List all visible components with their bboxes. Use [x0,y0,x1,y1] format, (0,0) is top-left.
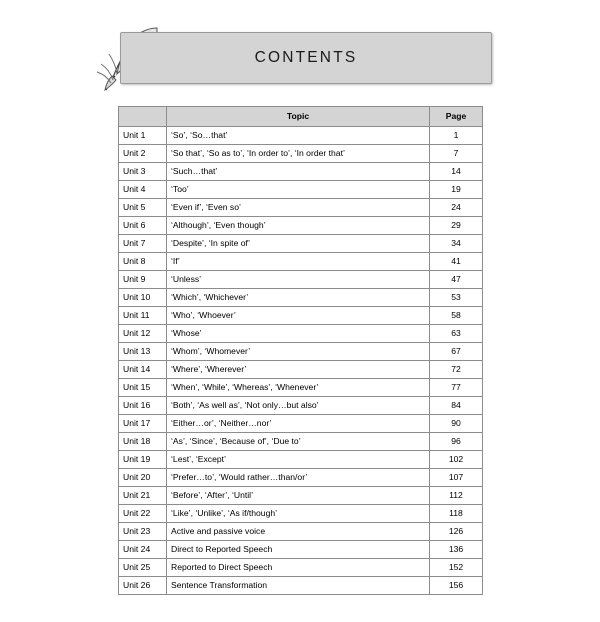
row-topic: ‘As’, ‘Since’, ‘Because of’, ‘Due to’ [167,433,430,451]
table-row [119,523,483,541]
row-topic: ‘Which’, ‘Whichever’ [167,289,430,307]
row-unit: Unit 22 [119,505,167,523]
row-unit: Unit 4 [119,181,167,199]
row-page: 107 [430,469,483,487]
row-unit: Unit 2 [119,145,167,163]
table-row [119,325,483,343]
row-topic: ‘Too’ [167,181,430,199]
contents-banner [120,32,492,84]
row-page: 19 [430,181,483,199]
row-page: 47 [430,271,483,289]
table-header-row [119,107,483,127]
column-header-topic: Topic [167,107,430,127]
row-unit: Unit 21 [119,487,167,505]
row-topic: ‘Like’, ‘Unlike’, ‘As if/though’ [167,505,430,523]
row-topic: ‘Both’, ‘As well as’, ‘Not only…but also’ [167,397,430,415]
table-row [119,541,483,559]
row-page: 34 [430,235,483,253]
row-unit: Unit 17 [119,415,167,433]
row-topic: Active and passive voice [167,523,430,541]
row-page: 96 [430,433,483,451]
row-page: 67 [430,343,483,361]
row-unit: Unit 7 [119,235,167,253]
table-row [119,397,483,415]
row-topic: Reported to Direct Speech [167,559,430,577]
row-topic: Sentence Transformation [167,577,430,595]
table-row [119,127,483,145]
table-row [119,307,483,325]
table-row [119,145,483,163]
column-header-unit [119,107,167,127]
row-unit: Unit 12 [119,325,167,343]
row-page: 14 [430,163,483,181]
row-topic: ‘Lest’, ‘Except’ [167,451,430,469]
row-unit: Unit 23 [119,523,167,541]
table-row [119,271,483,289]
row-unit: Unit 1 [119,127,167,145]
row-unit: Unit 3 [119,163,167,181]
row-unit: Unit 8 [119,253,167,271]
row-unit: Unit 18 [119,433,167,451]
contents-table-body [119,127,483,595]
contents-page [0,22,600,622]
column-header-page: Page [430,107,483,127]
page-title: CONTENTS [254,49,358,66]
table-row [119,235,483,253]
row-page: 58 [430,307,483,325]
row-topic: ‘Where’, ‘Wherever’ [167,361,430,379]
row-unit: Unit 16 [119,397,167,415]
row-unit: Unit 15 [119,379,167,397]
row-page: 72 [430,361,483,379]
contents-table-wrapper [118,106,482,595]
row-unit: Unit 19 [119,451,167,469]
table-row [119,487,483,505]
table-row [119,289,483,307]
row-unit: Unit 14 [119,361,167,379]
row-unit: Unit 26 [119,577,167,595]
row-unit: Unit 6 [119,217,167,235]
table-row [119,181,483,199]
row-topic: ‘If’ [167,253,430,271]
row-page: 1 [430,127,483,145]
table-row [119,343,483,361]
row-topic: ‘Although’, ‘Even though’ [167,217,430,235]
row-topic: Direct to Reported Speech [167,541,430,559]
page-header [0,22,600,92]
row-unit: Unit 25 [119,559,167,577]
row-unit: Unit 13 [119,343,167,361]
row-page: 118 [430,505,483,523]
table-row [119,469,483,487]
row-topic: ‘Who’, ‘Whoever’ [167,307,430,325]
row-page: 84 [430,397,483,415]
row-topic: ‘Whose’ [167,325,430,343]
row-topic: ‘Either…or’, ‘Neither…nor’ [167,415,430,433]
row-topic: ‘Unless’ [167,271,430,289]
table-row [119,415,483,433]
row-page: 29 [430,217,483,235]
row-unit: Unit 10 [119,289,167,307]
table-row [119,577,483,595]
row-page: 7 [430,145,483,163]
row-page: 63 [430,325,483,343]
row-topic: ‘So that’, ‘So as to’, ‘In order to’, ‘In order that’ [167,145,430,163]
table-row [119,433,483,451]
table-row [119,559,483,577]
row-topic: ‘Whom’, ‘Whomever’ [167,343,430,361]
row-unit: Unit 9 [119,271,167,289]
row-topic: ‘Such…that’ [167,163,430,181]
row-page: 41 [430,253,483,271]
row-page: 53 [430,289,483,307]
row-topic: ‘When’, ‘While’, ‘Whereas’, ‘Whenever’ [167,379,430,397]
contents-table [118,106,483,595]
row-page: 136 [430,541,483,559]
row-page: 24 [430,199,483,217]
row-topic: ‘Even if’, ‘Even so’ [167,199,430,217]
table-row [119,379,483,397]
row-topic: ‘Despite’, ‘In spite of’ [167,235,430,253]
row-unit: Unit 20 [119,469,167,487]
row-page: 152 [430,559,483,577]
row-topic: ‘Prefer…to’, ‘Would rather…than/or’ [167,469,430,487]
table-row [119,451,483,469]
table-row [119,505,483,523]
row-unit: Unit 5 [119,199,167,217]
row-topic: ‘Before’, ‘After’, ‘Until’ [167,487,430,505]
row-unit: Unit 11 [119,307,167,325]
row-page: 112 [430,487,483,505]
row-page: 77 [430,379,483,397]
row-page: 126 [430,523,483,541]
row-page: 102 [430,451,483,469]
table-row [119,253,483,271]
table-row [119,163,483,181]
table-row [119,199,483,217]
row-page: 90 [430,415,483,433]
row-unit: Unit 24 [119,541,167,559]
table-row [119,361,483,379]
table-row [119,217,483,235]
row-topic: ‘So’, ‘So…that’ [167,127,430,145]
row-page: 156 [430,577,483,595]
